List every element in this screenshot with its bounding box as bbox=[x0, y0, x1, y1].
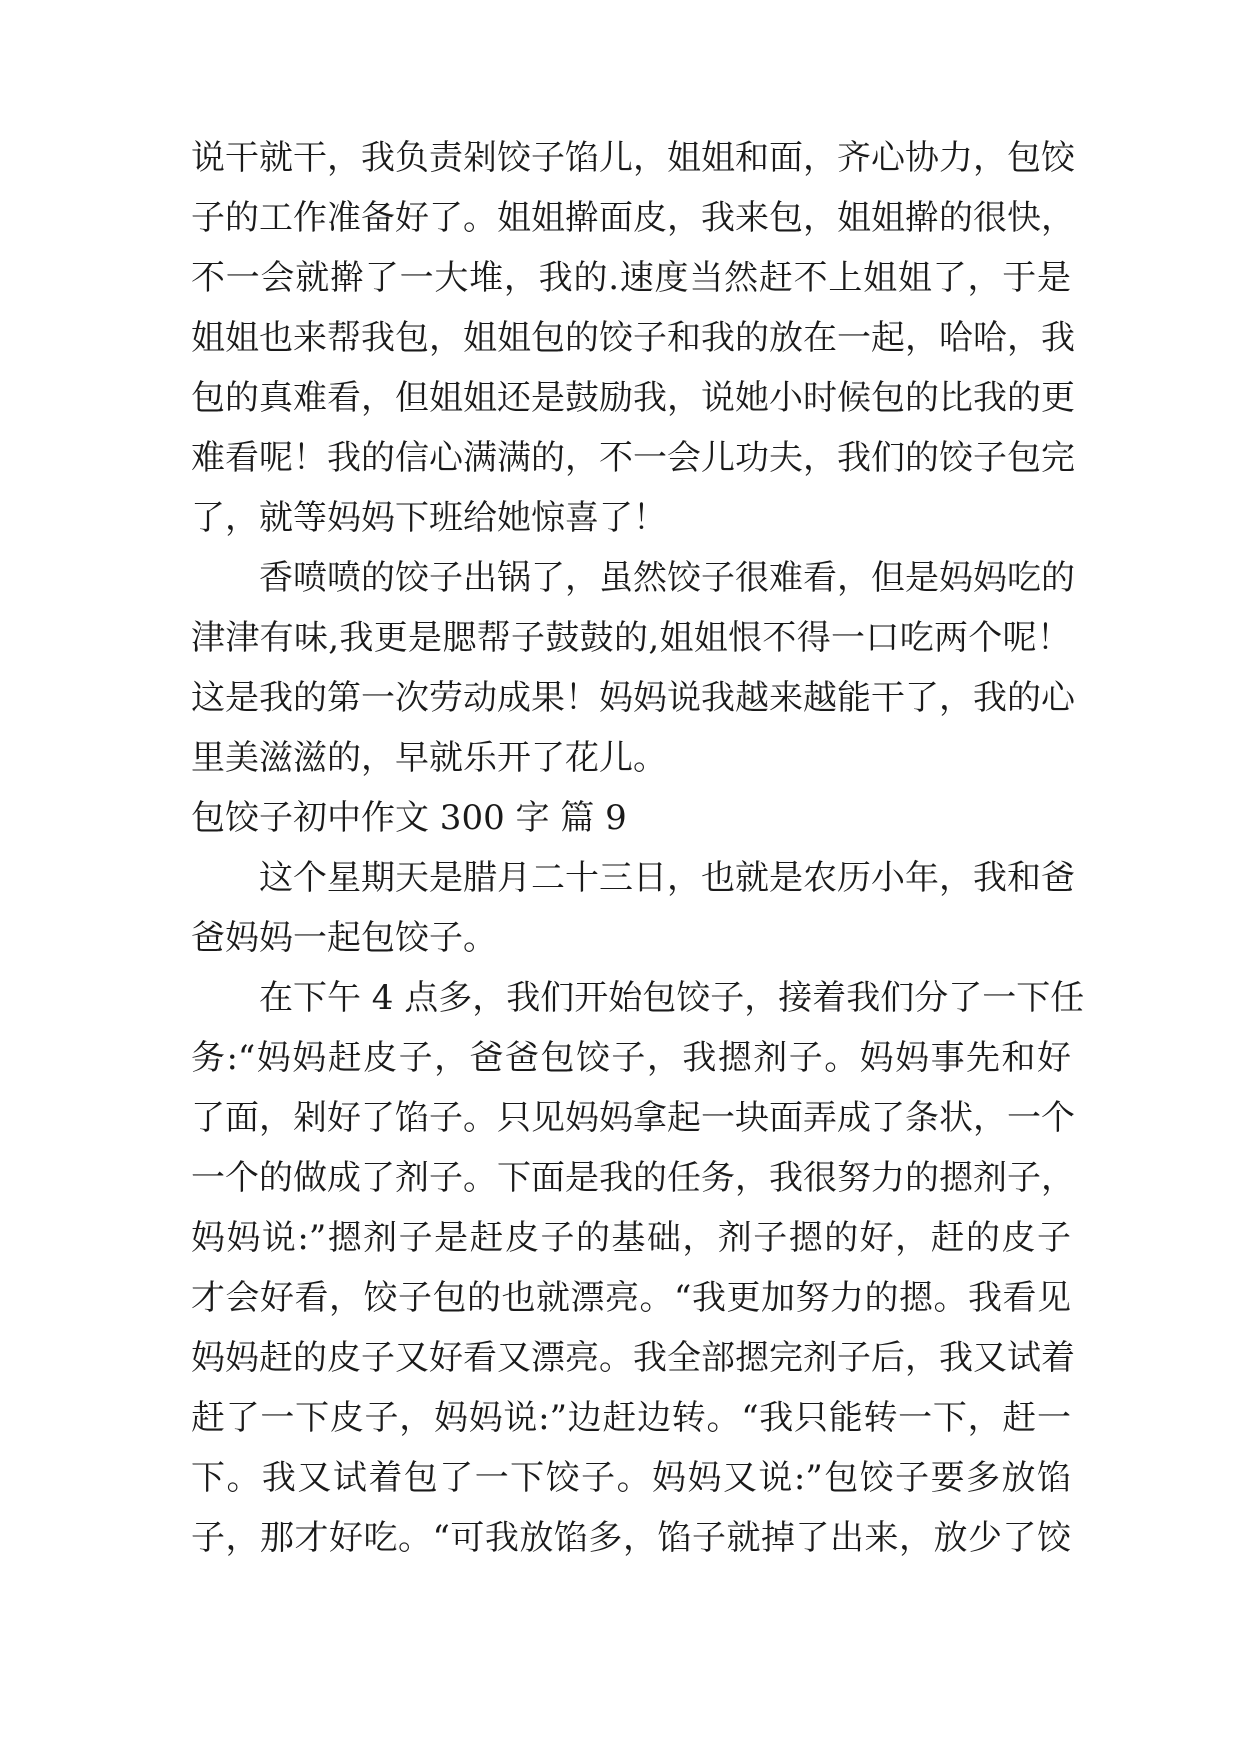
paragraph-line: 香喷喷的饺子出锅了，虽然饺子很难看，但是妈妈吃的 bbox=[259, 558, 1075, 598]
paragraph-line: 姐姐也来帮我包，姐姐包的饺子和我的放在一起，哈哈，我 bbox=[191, 318, 1075, 358]
section-heading: 包饺子初中作文 300 字 篇 9 bbox=[191, 798, 627, 838]
paragraph-line: 津津有味,我更是腮帮子鼓鼓的,姐姐恨不得一口吃两个呢！ bbox=[191, 618, 1071, 658]
paragraph-line: 妈妈说:”摁剂子是赶皮子的基础，剂子摁的好，赶的皮子 bbox=[191, 1218, 1071, 1258]
paragraph-line: 子的工作准备好了。姐姐擀面皮，我来包，姐姐擀的很快， bbox=[191, 198, 1075, 238]
paragraph-line: 这是我的第一次劳动成果！妈妈说我越来越能干了，我的心 bbox=[191, 678, 1075, 718]
paragraph-line: 爸妈妈一起包饺子。 bbox=[191, 918, 497, 958]
paragraph-line: 子，那才好吃。“可我放馅多，馅子就掉了出来，放少了饺 bbox=[191, 1518, 1071, 1558]
paragraph-line: 说干就干，我负责剁饺子馅儿，姐姐和面，齐心协力，包饺 bbox=[191, 138, 1075, 178]
paragraph-3 bbox=[191, 848, 1075, 968]
paragraph-line: 赶了一下皮子，妈妈说:”边赶边转。“我只能转一下，赶一 bbox=[191, 1398, 1071, 1438]
paragraph-1 bbox=[191, 128, 1075, 548]
document-body bbox=[191, 128, 1085, 1568]
paragraph-line: 了面，剁好了馅子。只见妈妈拿起一块面弄成了条状，一个 bbox=[191, 1098, 1075, 1138]
paragraph-line: 这个星期天是腊月二十三日，也就是农历小年，我和爸 bbox=[259, 858, 1075, 898]
paragraph-line: 才会好看，饺子包的也就漂亮。“我更加努力的摁。我看见 bbox=[191, 1278, 1071, 1318]
paragraph-line: 难看呢！我的信心满满的，不一会儿功夫，我们的饺子包完 bbox=[191, 438, 1075, 478]
paragraph-line: 在下午 4 点多，我们开始包饺子，接着我们分了一下任 bbox=[259, 978, 1085, 1018]
paragraph-2 bbox=[191, 548, 1075, 788]
paragraph-line: 了，就等妈妈下班给她惊喜了！ bbox=[191, 498, 667, 538]
paragraph-line: 妈妈赶的皮子又好看又漂亮。我全部摁完剂子后，我又试着 bbox=[191, 1338, 1075, 1378]
paragraph-4 bbox=[191, 968, 1085, 1568]
paragraph-line: 不一会就擀了一大堆，我的.速度当然赶不上姐姐了，于是 bbox=[191, 258, 1071, 298]
paragraph-line: 下。我又试着包了一下饺子。妈妈又说:”包饺子要多放馅 bbox=[191, 1458, 1071, 1498]
paragraph-line: 务:“妈妈赶皮子，爸爸包饺子，我摁剂子。妈妈事先和好 bbox=[191, 1038, 1071, 1078]
paragraph-line: 里美滋滋的，早就乐开了花儿。 bbox=[191, 738, 667, 778]
paragraph-line: 包的真难看，但姐姐还是鼓励我，说她小时候包的比我的更 bbox=[191, 378, 1075, 418]
paragraph-line: 一个的做成了剂子。下面是我的任务，我很努力的摁剂子， bbox=[191, 1158, 1075, 1198]
